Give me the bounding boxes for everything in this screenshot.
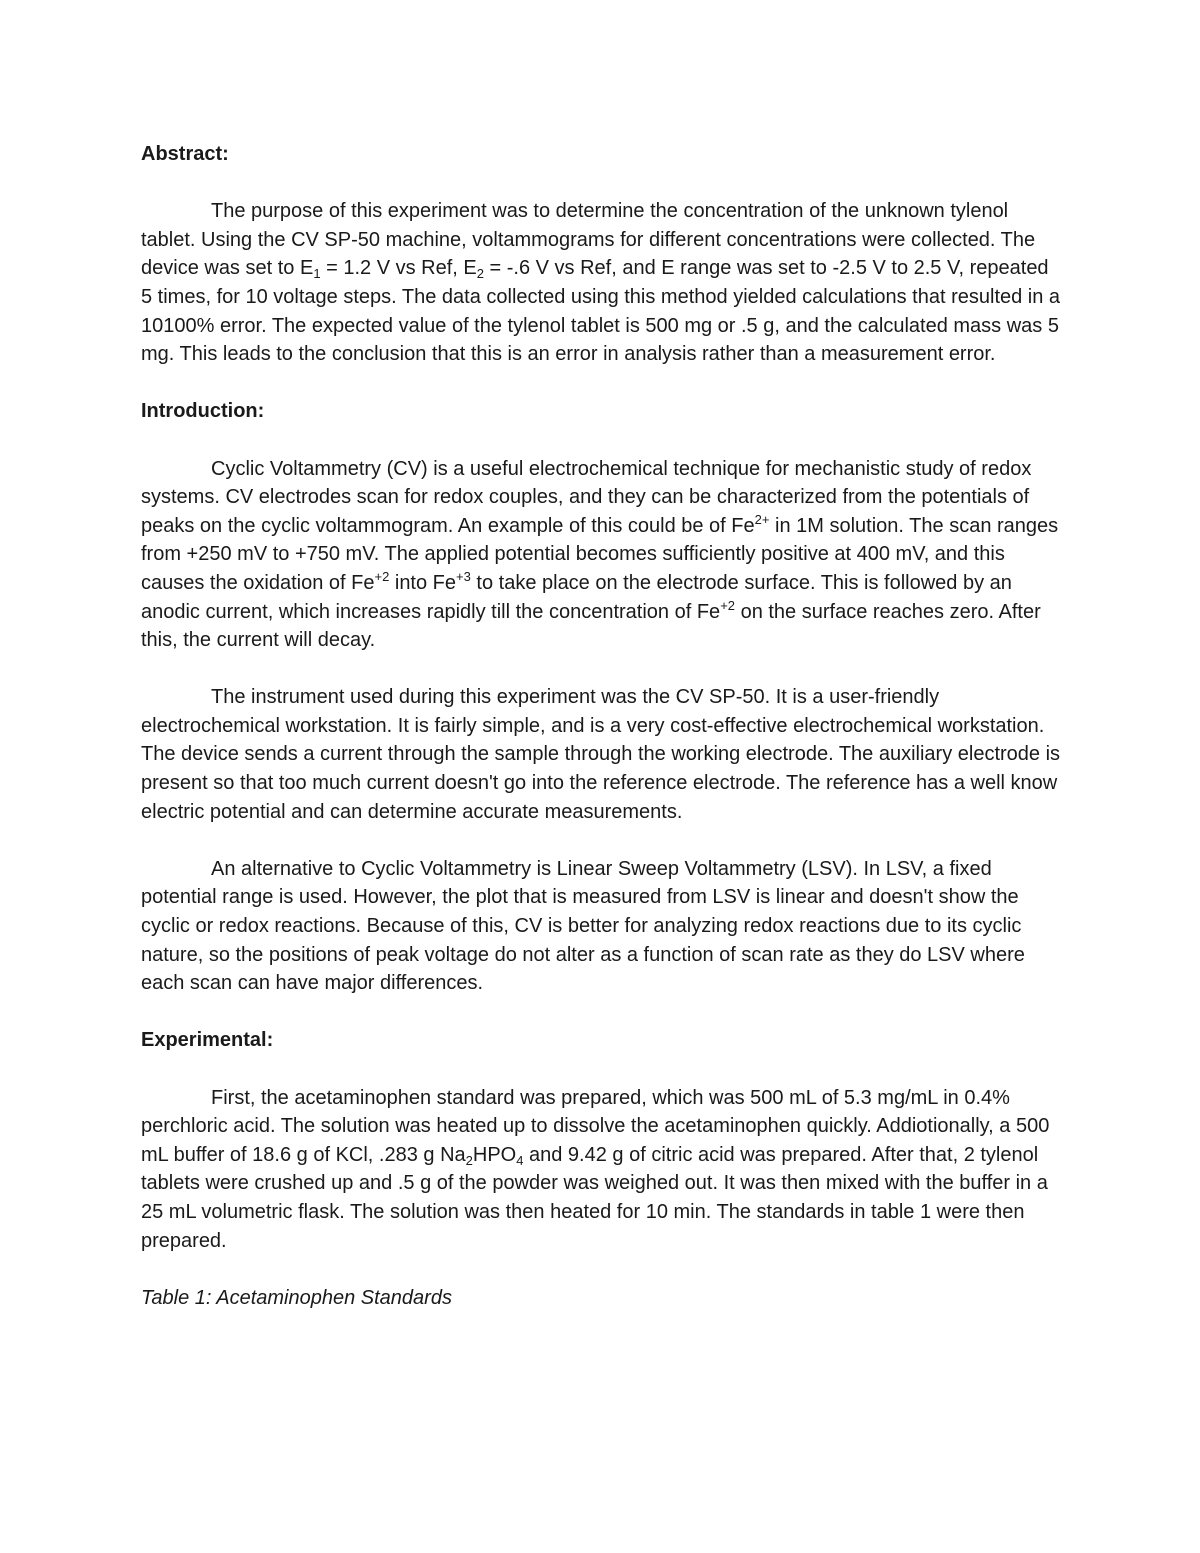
text-run: into Fe bbox=[389, 571, 457, 594]
subscript: 1 bbox=[313, 266, 321, 282]
superscript: +2 bbox=[374, 568, 390, 584]
introduction-paragraph-3: An alternative to Cyclic Voltammetry is Linear Sweep Voltammetry (LSV). In LSV, a fixed potential range is used. However, the plot that is measured from LSV is linear and doesn't show the cyclic or redox reactions. Because of this, CV is better for analyzing redox reactions due to its cyclic nature, so the positions of peak voltage do not alter as a function of scan rate as they do LSV where each scan can have major differences. bbox=[141, 857, 1025, 995]
superscript: +2 bbox=[720, 597, 736, 613]
subscript: 2 bbox=[476, 266, 484, 282]
introduction-paragraph-1 bbox=[141, 455, 1063, 655]
text-run: in 1M solution. The scan ranges from +250 mV to +750 mV. The applied potential becomes sufficiently positive at 400 mV, and this causes the oxidation of Fe bbox=[141, 514, 1059, 594]
spacer bbox=[141, 1255, 1063, 1284]
table-caption: Table 1: Acetaminophen Standards bbox=[141, 1286, 452, 1309]
text-run: = -.6 V vs Ref, and E range was set to -2.5 V to 2.5 V, repeated 5 times, for 10 voltage steps. The data collected using this method yielded calculations that resulted in a 10100% error. The expected value of the tylenol tablet is 500 mg or .5 g, and the calculated mass was 5 mg. This leads to the conclusion that this is an error in analysis rather than a measurement error. bbox=[141, 257, 1061, 366]
introduction-heading: Introduction: bbox=[141, 400, 265, 423]
abstract-paragraph bbox=[141, 197, 1063, 369]
text-run: on the surface reaches zero. After this, the current will decay. bbox=[141, 600, 1041, 652]
spacer bbox=[141, 655, 1063, 684]
experimental-paragraph bbox=[141, 1084, 1063, 1256]
subscript: 2 bbox=[465, 1152, 473, 1168]
superscript: +3 bbox=[456, 568, 471, 584]
text-run: = 1.2 V vs Ref, E bbox=[320, 257, 477, 280]
document-page bbox=[141, 140, 1063, 1312]
spacer bbox=[141, 426, 1063, 455]
superscript: 2+ bbox=[754, 511, 770, 527]
spacer bbox=[141, 826, 1063, 855]
text-run: HPO bbox=[472, 1143, 517, 1166]
abstract-heading: Abstract: bbox=[141, 143, 229, 165]
spacer bbox=[141, 1055, 1063, 1084]
text-run: The purpose of this experiment was to determine the concentration of the unknown tylenol tablet. Using the CV SP-50 machine, voltammograms for different concentrations were collected. The device was set to E bbox=[141, 200, 1036, 280]
spacer bbox=[141, 169, 1063, 198]
text-run: Cyclic Voltammetry (CV) is a useful electrochemical technique for mechanistic study of redox systems. CV electrodes scan for redox couples, and they can be characterized from the potentials of peaks on the cyclic voltammogram. An example of this could be of Fe bbox=[141, 457, 1032, 537]
text-run: First, the acetaminophen standard was prepared, which was 500 mL of 5.3 mg/mL in 0.4% perchloric acid. The solution was heated up to dissolve the acetaminophen quickly. Addiotionally, a 500 mL buffer of 18.6 g of KCl, .283 g Na bbox=[141, 1086, 1050, 1166]
introduction-paragraph-2: The instrument used during this experiment was the CV SP-50. It is a user-friendly electrochemical workstation. It is fairly simple, and is a very cost-effective electrochemical workstation. The device sends a current through the sample through the working electrode. The auxiliary electrode is present so that too much current doesn't go into the reference electrode. The reference has a well know electric potential and can determine accurate measurements. bbox=[141, 686, 1061, 823]
spacer bbox=[141, 998, 1063, 1027]
subscript: 4 bbox=[516, 1152, 524, 1168]
text-run: to take place on the electrode surface. This is followed by an anodic current, which increases rapidly till the concentration of Fe bbox=[141, 571, 1012, 623]
experimental-heading: Experimental: bbox=[141, 1029, 274, 1052]
spacer bbox=[141, 369, 1063, 398]
text-run: and 9.42 g of citric acid was prepared. After that, 2 tylenol tablets were crushed up and .5 g of the powder was weighed out. It was then mixed with the buffer in a 25 mL volumetric flask. The solution was then heated for 10 min. The standards in table 1 were then prepared. bbox=[141, 1143, 1048, 1252]
